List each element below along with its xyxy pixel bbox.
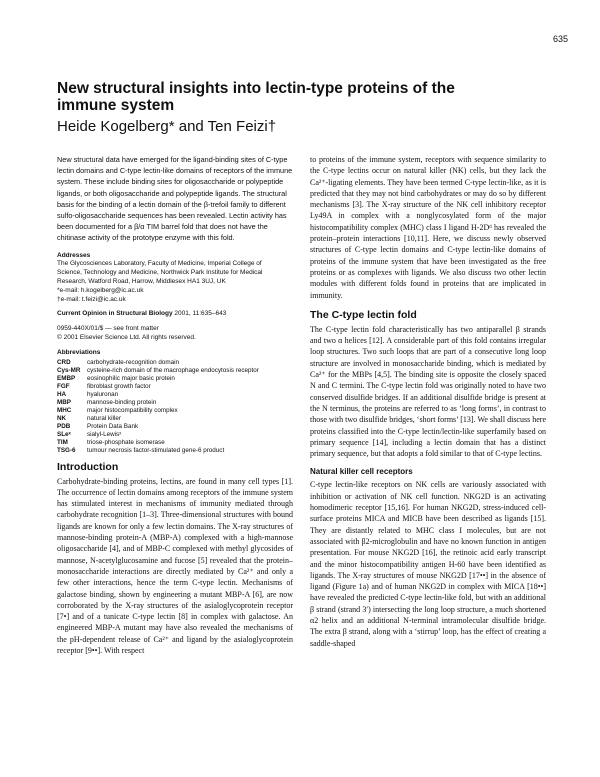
email-line[interactable]: *e-mail: h.kogelberg@ic.ac.uk	[57, 286, 144, 294]
abbreviations-block	[57, 349, 293, 455]
abbreviation-row	[57, 399, 259, 407]
abbreviation-value: eosinophilic major basic protein	[87, 374, 175, 382]
addresses-block	[57, 252, 293, 305]
address-line: Research, Watford Road, Harrow, Middlesex HA1 3UJ, UK	[57, 278, 226, 286]
citation-block	[57, 310, 293, 319]
abbreviation-key: HA	[57, 390, 67, 398]
nk-receptors-heading: Natural killer cell receptors	[310, 467, 413, 477]
abbreviations-heading: Abbreviations	[57, 348, 101, 356]
abbreviation-key: TSG-6	[57, 446, 76, 454]
abbreviation-key: Cys-MR	[57, 366, 81, 374]
abbreviation-row	[57, 367, 259, 375]
abbreviation-value: cysteine-rich domain of the macrophage endocytosis receptor	[87, 366, 259, 374]
abbreviation-value: mannose-binding protein	[87, 398, 157, 406]
abbreviation-value: carbohydrate-recognition domain	[87, 358, 180, 366]
abbreviation-value: Protein Data Bank	[87, 422, 139, 430]
abbreviation-row	[57, 391, 259, 399]
article-title: New structural insights into lectin-type proteins of the immune system	[57, 80, 455, 114]
copyright-line: 0959-440X/01/$ — see front matter	[57, 325, 159, 333]
introduction-text: Carbohydrate-binding proteins, lectins, are found in many cell types [1]. The occurrence of lectin domains among receptors of the immune system has stimulated interest in mechanisms of immunity mediated through carbohydrate recognition [1–3]. Three-dimensional structures with bound ligands are known for only a few lectin domains. The X-ray structures of mannose-binding protein-A (MBP-A) complexed with a high-mannose oligosaccharide [4], and of MBP-C complexed with methyl glycosides of mannose, N-acetylglucosamine and fucose [5] revealed that the protein–monosaccharide interactions are directly mediated by Ca²⁺ and only a few other interactions, hence the term C-type lectin. Mechanisms of galactose binding, shown by engineering a mutant MBP-A [6], are now corroborated by the X-ray structures of the asialoglycoprotein receptor [7•] and of a tunicate C-type lectin [8] in complex with galactose. An engineered MBP-A mutant may have also revealed the mechanisms of the pH-dependent release of Ca²⁺ and ligand by the asialoglycoprotein receptor [9••]. With respect	[57, 476, 293, 656]
abbreviation-value: hyaluronan	[87, 390, 119, 398]
abbreviation-key: PDB	[57, 422, 71, 430]
abbreviations-table	[57, 359, 259, 455]
abbreviation-row	[57, 407, 259, 415]
copyright-line: © 2001 Elsevier Science Ltd. All rights reserved.	[57, 334, 196, 341]
abbreviation-value: tumour necrosis factor-stimulated gene-6 product	[87, 446, 225, 454]
email-line[interactable]: †e-mail: t.feizi@ic.ac.uk	[57, 295, 126, 303]
addresses-heading: Addresses	[57, 251, 91, 259]
abbreviation-row	[57, 431, 259, 439]
introduction-heading: Introduction	[57, 460, 119, 473]
ctype-fold-heading: The C-type lectin fold	[310, 308, 417, 321]
abbreviation-key: FGF	[57, 382, 70, 390]
copyright-block	[57, 325, 293, 343]
abbreviation-key: TIM	[57, 438, 68, 446]
abbreviation-row	[57, 415, 259, 423]
abbreviation-key: SLeˣ	[57, 430, 71, 438]
abstract: New structural data have emerged for the ligand-binding sites of C-type lectin domains and C-type lectin-like domains of receptors of the immune system. These include binding sites for oligosaccharide or polypeptide ligands, or both oligosaccharide and polypeptide ligands. The structural basis for the binding of a lectin domain of the β-trefoil family to different sulfo-oligosaccharide sequences has been revealed. Lectin activity has been documented for a β/α TIM barrel fold that does not have the chitinase activity of the prototype enzyme with this fold.	[57, 155, 293, 243]
citation-journal: Current Opinion in Structural Biology	[57, 310, 173, 318]
abbreviation-key: MBP	[57, 398, 71, 406]
nk-receptors-text: C-type lectin-like receptors on NK cells are variously associated with inhibition or activation of NK cell function. NKG2D is an activating homodimeric receptor [15,16]. For human NKG2D, stress-induced cell-surface proteins MICA and MICB have been described as ligands [15]. They are distantly related to MHC class I molecules, but are not associated with β2-microglobulin and have no known function in antigen presentation. For mouse NKG2D [16], the retinoic acid early transcript and the minor histocompatibility antigen H-60 have been identified as ligands. The X-ray structures of mouse NKG2D [17••] in the absence of ligand (Figure 1a) and of human NKG2D in complex with MICA [18••] have revealed the predicted C-type lectin-like fold, but with an additional β strand (strand 3′) intersecting the long loop structure, a much shortened α2 helix and an additional N-terminal intramolecular disulfide bridge. The extra β strand, along with a ‘stirrup’ loop, has the effect of creating a saddle-shaped	[310, 480, 546, 648]
abbreviation-value: fibroblast growth factor	[87, 382, 151, 390]
abbreviation-key: EMBP	[57, 374, 76, 382]
abbreviation-key: CRD	[57, 358, 71, 366]
abbreviation-value: major histocompatibility complex	[87, 406, 178, 414]
left-column	[57, 154, 293, 656]
address-line: The Glycosciences Laboratory, Faculty of Medicine, Imperial College of	[57, 260, 262, 268]
abbreviation-row	[57, 423, 259, 431]
citation-details: 2001, 11:635–643	[172, 310, 227, 318]
address-line: Science, Technology and Medicine, Northwick Park Institute for Medical	[57, 269, 263, 277]
abbreviation-row	[57, 359, 259, 367]
authors: Heide Kogelberg* and Ten Feizi†	[57, 118, 277, 135]
abbreviation-value: sialyl-Lewisˣ	[87, 430, 122, 438]
abbreviation-key: MHC	[57, 406, 72, 414]
abbreviation-row	[57, 383, 259, 391]
abbreviation-row	[57, 439, 259, 447]
right-column	[310, 154, 546, 649]
abbreviation-key: NK	[57, 414, 67, 422]
introduction-continued-text: to proteins of the immune system, receptors with sequence similarity to the C-type lectins occur on natural killer (NK) cells, but they lack the Ca²⁺-ligating elements. They have been termed C-type lectin-like, as it is predicted that they may not bind carbohydrates or may do so by different mechanisms [3]. The X-ray structure of the NK cell inhibitory receptor Ly49A in complex with a nonglycosylated form of the major histocompatibility complex (MHC) class I ligand H-2Dᵈ has revealed the protein–protein interactions [10,11]. Here, we discuss newly observed structures of C-type lectin domains and C-type lectin-like domains of proteins of the immune system that have been investigated as the free proteins or as complexes with ligands. We also discuss two other lectin modules with different folds found in proteins that are implicated in immunity.	[310, 155, 546, 300]
abbreviation-value: natural killer	[87, 414, 121, 422]
ctype-fold-text: The C-type lectin fold characteristically has two antiparallel β strands and two α helices [12]. A considerable part of this fold contains irregular loop structures. Two such loops that are part of a consecutive long loop structure are involved in monosaccharide binding, which is mediated by Ca²⁺ for the MBPs [4,5]. The binding site is opposite the closely spaced N and C termini. The C-type lectin fold was originally noted to have two conserved disulfide bridges. If an additional disulfide bridge is present at the N terminus, the proteins are referred to as ‘long forms’, in contrast to those with two disulfide bridges, ‘short forms’ [13]. We shall discuss here proteins classified into the C-type lectin/lectin-like superfamily based on primary sequence [14], including a lectin domain that has a distinct primary sequence, but that adopts a fold similar to that of C-type lectins.	[310, 324, 546, 459]
abbreviation-row	[57, 447, 259, 455]
page-number: 635	[552, 34, 568, 44]
abbreviation-value: triose-phosphate isomerase	[87, 438, 165, 446]
abbreviation-row	[57, 375, 259, 383]
